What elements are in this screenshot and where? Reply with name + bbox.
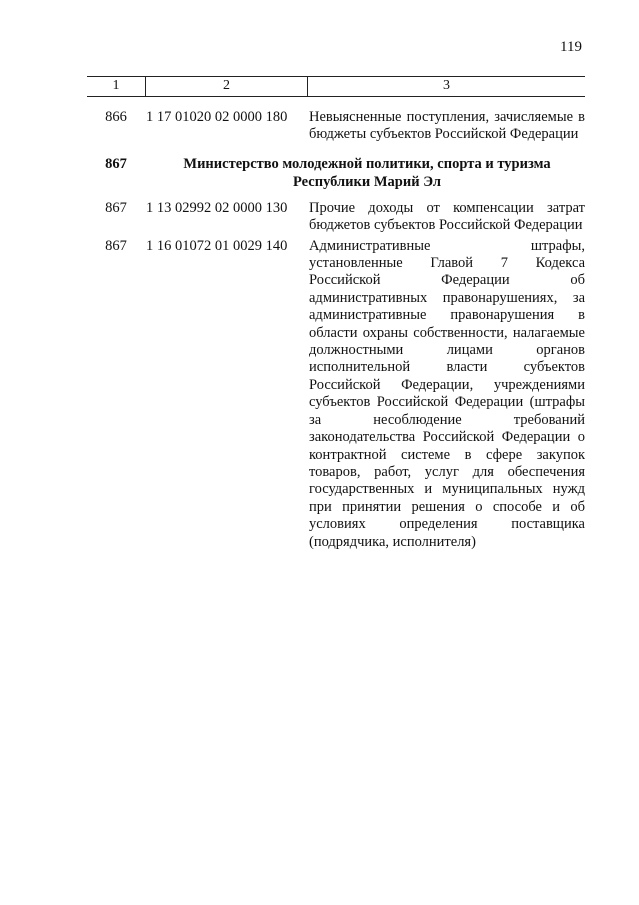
admin-code: 866 — [105, 109, 127, 125]
column-header-1: 1 — [112, 78, 120, 93]
ministry-admin-code: 867 — [105, 155, 127, 172]
revenue-description: Административные штрафы, установленные Главой 7 Кодекса Российской Федерации об административных правонарушениях, за административные правонарушения в области охраны собственности, налагаемые должностными лицами органов исполнительной власти субъектов Российской Федерации, учреждениями субъектов Российской Федерации (штрафы за несоблюдение требований законодательства Российской Федерации о контрактной системе в сфере закупок товаров, работ, услуг для обеспечения государственных и муниципальных нужд при принятии решения о способе и об условиях определения поставщика (подрядчика, исполнителя) — [309, 237, 585, 550]
column-header-3: 3 — [307, 77, 585, 96]
budget-code: 1 17 01020 02 0000 180 — [146, 109, 288, 125]
table-header — [87, 76, 585, 97]
column-header-2: 2 — [145, 77, 307, 96]
admin-code: 867 — [105, 199, 127, 216]
revenue-description: Невыясненные поступления, зачисляемые в бюджеты субъектов Российской Федерации — [309, 109, 585, 143]
table-row — [87, 200, 585, 235]
revenue-description: Прочие доходы от компенсации затрат бюджетов субъектов Российской Федерации — [309, 199, 585, 234]
admin-code: 867 — [105, 237, 127, 254]
table-row — [87, 238, 585, 551]
page-number: 119 — [560, 39, 582, 55]
budget-code: 1 13 02992 02 0000 130 — [146, 199, 288, 216]
ministry-heading-row — [87, 155, 585, 191]
table-row — [87, 109, 585, 144]
classification-table — [87, 76, 585, 551]
ministry-name: Министерство молодежной политики, спорта и туризма Республики Марий Эл — [183, 155, 551, 190]
budget-code: 1 16 01072 01 0029 140 — [146, 237, 288, 254]
